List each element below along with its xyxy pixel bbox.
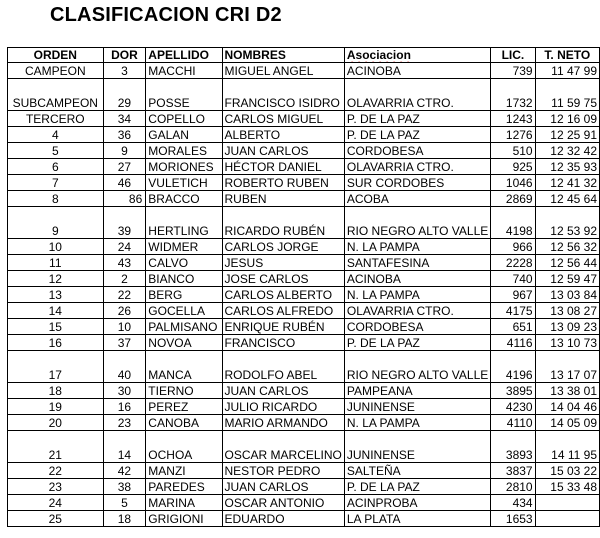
cell-dor: 23 xyxy=(103,415,146,431)
cell-apellido: PEREZ xyxy=(146,399,222,415)
cell-nombres: MARIO ARMANDO xyxy=(222,415,344,431)
table-row xyxy=(8,271,600,287)
cell-asociacion: ACINOBA xyxy=(344,271,490,287)
cell-orden: 12 xyxy=(8,271,104,287)
cell-tneto xyxy=(535,495,599,511)
cell-apellido: NOVOA xyxy=(146,335,222,351)
cell-dor: 36 xyxy=(103,127,146,143)
cell-apellido: BRACCO xyxy=(146,191,222,207)
cell-orden: 15 xyxy=(8,319,104,335)
cell-apellido: PAREDES xyxy=(146,479,222,495)
cell-asociacion: RIO NEGRO ALTO VALLE xyxy=(344,351,490,383)
cell-asociacion: N. LA PAMPA xyxy=(344,287,490,303)
table-row xyxy=(8,143,600,159)
cell-nombres: CARLOS MIGUEL xyxy=(222,111,344,127)
cell-lic: 3837 xyxy=(491,463,535,479)
cell-lic: 510 xyxy=(491,143,535,159)
cell-orden: CAMPEON xyxy=(8,63,104,79)
cell-apellido: GOCELLA xyxy=(146,303,222,319)
cell-lic: 2810 xyxy=(491,479,535,495)
cell-asociacion: P. DE LA PAZ xyxy=(344,111,490,127)
cell-dor: 16 xyxy=(103,399,146,415)
table-row xyxy=(8,351,600,383)
header-row xyxy=(8,48,600,63)
cell-tneto: 13 03 84 xyxy=(535,287,599,303)
cell-orden: 18 xyxy=(8,383,104,399)
cell-lic: 1046 xyxy=(491,175,535,191)
cell-orden: 8 xyxy=(8,191,104,207)
results-table xyxy=(7,47,600,527)
table-row xyxy=(8,79,600,111)
cell-apellido: WIDMER xyxy=(146,239,222,255)
column-header-orden: ORDEN xyxy=(8,48,104,63)
cell-asociacion: N. LA PAMPA xyxy=(344,415,490,431)
cell-apellido: CANOBA xyxy=(146,415,222,431)
cell-apellido: HERTLING xyxy=(146,207,222,239)
cell-tneto: 14 05 09 xyxy=(535,415,599,431)
cell-tneto: 12 53 92 xyxy=(535,207,599,239)
cell-apellido: OCHOA xyxy=(146,431,222,463)
cell-lic: 925 xyxy=(491,159,535,175)
table-row xyxy=(8,303,600,319)
table-row xyxy=(8,159,600,175)
column-header-lic: LIC. xyxy=(491,48,535,63)
cell-apellido: GRIGIONI xyxy=(146,511,222,527)
table-row xyxy=(8,415,600,431)
cell-tneto: 13 10 73 xyxy=(535,335,599,351)
cell-lic: 1243 xyxy=(491,111,535,127)
cell-asociacion: N. LA PAMPA xyxy=(344,239,490,255)
cell-asociacion: SALTEÑA xyxy=(344,463,490,479)
cell-apellido: POSSE xyxy=(146,79,222,111)
table-row xyxy=(8,479,600,495)
table-row xyxy=(8,175,600,191)
cell-nombres: RICARDO RUBÉN xyxy=(222,207,344,239)
table-row xyxy=(8,511,600,527)
cell-nombres: HÉCTOR DANIEL xyxy=(222,159,344,175)
cell-orden: 11 xyxy=(8,255,104,271)
table-row xyxy=(8,111,600,127)
cell-lic: 2869 xyxy=(491,191,535,207)
cell-nombres: JUAN CARLOS xyxy=(222,479,344,495)
cell-tneto xyxy=(535,511,599,527)
cell-orden: 19 xyxy=(8,399,104,415)
cell-tneto: 14 04 46 xyxy=(535,399,599,415)
cell-tneto: 12 56 44 xyxy=(535,255,599,271)
cell-dor: 22 xyxy=(103,287,146,303)
table-row xyxy=(8,495,600,511)
cell-lic: 2228 xyxy=(491,255,535,271)
cell-dor: 42 xyxy=(103,463,146,479)
cell-orden: 6 xyxy=(8,159,104,175)
cell-asociacion: P. DE LA PAZ xyxy=(344,335,490,351)
cell-orden: 20 xyxy=(8,415,104,431)
cell-tneto: 12 35 93 xyxy=(535,159,599,175)
cell-asociacion: PAMPEANA xyxy=(344,383,490,399)
cell-lic: 1653 xyxy=(491,511,535,527)
cell-apellido: MARINA xyxy=(146,495,222,511)
cell-orden: 17 xyxy=(8,351,104,383)
cell-dor: 29 xyxy=(103,79,146,111)
cell-asociacion: OLAVARRIA CTRO. xyxy=(344,159,490,175)
cell-orden: SUBCAMPEON xyxy=(8,79,104,111)
table-row xyxy=(8,127,600,143)
cell-orden: 23 xyxy=(8,479,104,495)
cell-asociacion: OLAVARRIA CTRO. xyxy=(344,303,490,319)
cell-orden: 5 xyxy=(8,143,104,159)
cell-nombres: FRANCISCO xyxy=(222,335,344,351)
cell-dor: 46 xyxy=(103,175,146,191)
cell-dor: 34 xyxy=(103,111,146,127)
cell-orden: 14 xyxy=(8,303,104,319)
table-row xyxy=(8,319,600,335)
cell-tneto: 11 47 99 xyxy=(535,63,599,79)
cell-apellido: CALVO xyxy=(146,255,222,271)
cell-dor: 39 xyxy=(103,207,146,239)
cell-dor: 43 xyxy=(103,255,146,271)
cell-dor: 30 xyxy=(103,383,146,399)
cell-asociacion: ACOBA xyxy=(344,191,490,207)
cell-asociacion: SANTAFESINA xyxy=(344,255,490,271)
cell-apellido: GALAN xyxy=(146,127,222,143)
cell-lic: 1732 xyxy=(491,79,535,111)
cell-apellido: BIANCO xyxy=(146,271,222,287)
results-body xyxy=(8,63,600,527)
cell-tneto: 12 16 09 xyxy=(535,111,599,127)
cell-nombres: OSCAR MARCELINO xyxy=(222,431,344,463)
table-row xyxy=(8,207,600,239)
cell-apellido: COPELLO xyxy=(146,111,222,127)
cell-asociacion: CORDOBESA xyxy=(344,319,490,335)
cell-dor: 9 xyxy=(103,143,146,159)
column-header-apellido: APELLIDO xyxy=(146,48,222,63)
cell-tneto: 15 03 22 xyxy=(535,463,599,479)
cell-dor: 24 xyxy=(103,239,146,255)
cell-orden: 16 xyxy=(8,335,104,351)
cell-lic: 651 xyxy=(491,319,535,335)
cell-tneto: 13 17 07 xyxy=(535,351,599,383)
cell-nombres: JUAN CARLOS xyxy=(222,143,344,159)
cell-orden: 21 xyxy=(8,431,104,463)
cell-apellido: MANCA xyxy=(146,351,222,383)
cell-nombres: JESUS xyxy=(222,255,344,271)
cell-apellido: VULETICH xyxy=(146,175,222,191)
cell-lic: 4116 xyxy=(491,335,535,351)
cell-dor: 40 xyxy=(103,351,146,383)
cell-dor: 18 xyxy=(103,511,146,527)
cell-apellido: BERG xyxy=(146,287,222,303)
cell-lic: 740 xyxy=(491,271,535,287)
column-header-asociacion: Asociacion xyxy=(344,48,490,63)
cell-dor: 3 xyxy=(103,63,146,79)
cell-nombres: RUBEN xyxy=(222,191,344,207)
cell-nombres: RODOLFO ABEL xyxy=(222,351,344,383)
cell-nombres: JULIO RICARDO xyxy=(222,399,344,415)
cell-nombres: CARLOS ALFREDO xyxy=(222,303,344,319)
cell-asociacion: RIO NEGRO ALTO VALLE xyxy=(344,207,490,239)
cell-dor: 27 xyxy=(103,159,146,175)
cell-tneto: 12 59 47 xyxy=(535,271,599,287)
cell-apellido: MORIONES xyxy=(146,159,222,175)
cell-orden: 7 xyxy=(8,175,104,191)
cell-orden: TERCERO xyxy=(8,111,104,127)
cell-nombres: EDUARDO xyxy=(222,511,344,527)
cell-nombres: JOSE CARLOS xyxy=(222,271,344,287)
cell-lic: 967 xyxy=(491,287,535,303)
cell-dor: 37 xyxy=(103,335,146,351)
cell-tneto: 12 32 42 xyxy=(535,143,599,159)
cell-nombres: CARLOS JORGE xyxy=(222,239,344,255)
cell-lic: 4110 xyxy=(491,415,535,431)
cell-orden: 9 xyxy=(8,207,104,239)
cell-lic: 4230 xyxy=(491,399,535,415)
cell-lic: 739 xyxy=(491,63,535,79)
cell-orden: 22 xyxy=(8,463,104,479)
cell-apellido: MORALES xyxy=(146,143,222,159)
cell-orden: 24 xyxy=(8,495,104,511)
cell-tneto: 12 41 32 xyxy=(535,175,599,191)
cell-asociacion: ACINPROBA xyxy=(344,495,490,511)
cell-apellido: PALMISANO xyxy=(146,319,222,335)
column-header-nombres: NOMBRES xyxy=(222,48,344,63)
table-row xyxy=(8,287,600,303)
cell-orden: 10 xyxy=(8,239,104,255)
cell-orden: 25 xyxy=(8,511,104,527)
cell-asociacion: LA PLATA xyxy=(344,511,490,527)
cell-orden: 4 xyxy=(8,127,104,143)
cell-lic: 434 xyxy=(491,495,535,511)
cell-nombres: ALBERTO xyxy=(222,127,344,143)
table-row xyxy=(8,191,600,207)
cell-tneto: 15 33 48 xyxy=(535,479,599,495)
table-row xyxy=(8,255,600,271)
cell-tneto: 11 59 75 xyxy=(535,79,599,111)
cell-lic: 4198 xyxy=(491,207,535,239)
cell-dor: 38 xyxy=(103,479,146,495)
table-row xyxy=(8,463,600,479)
cell-dor: 86 xyxy=(103,191,146,207)
cell-lic: 3893 xyxy=(491,431,535,463)
cell-nombres: CARLOS ALBERTO xyxy=(222,287,344,303)
cell-apellido: MACCHI xyxy=(146,63,222,79)
table-row xyxy=(8,239,600,255)
cell-tneto: 13 08 27 xyxy=(535,303,599,319)
cell-lic: 966 xyxy=(491,239,535,255)
cell-lic: 4175 xyxy=(491,303,535,319)
cell-lic: 3895 xyxy=(491,383,535,399)
cell-asociacion: OLAVARRIA CTRO. xyxy=(344,79,490,111)
cell-nombres: OSCAR ANTONIO xyxy=(222,495,344,511)
cell-asociacion: P. DE LA PAZ xyxy=(344,479,490,495)
cell-nombres: NESTOR PEDRO xyxy=(222,463,344,479)
cell-orden: 13 xyxy=(8,287,104,303)
cell-tneto: 14 11 95 xyxy=(535,431,599,463)
cell-dor: 26 xyxy=(103,303,146,319)
cell-dor: 5 xyxy=(103,495,146,511)
table-row xyxy=(8,399,600,415)
cell-apellido: MANZI xyxy=(146,463,222,479)
cell-lic: 4196 xyxy=(491,351,535,383)
cell-asociacion: ACINOBA xyxy=(344,63,490,79)
table-row xyxy=(8,335,600,351)
cell-nombres: ENRIQUE RUBÉN xyxy=(222,319,344,335)
table-row xyxy=(8,431,600,463)
cell-nombres: MIGUEL ANGEL xyxy=(222,63,344,79)
cell-dor: 10 xyxy=(103,319,146,335)
table-row xyxy=(8,63,600,79)
column-header-dor: DOR xyxy=(103,48,146,63)
cell-nombres: FRANCISCO ISIDRO xyxy=(222,79,344,111)
cell-nombres: ROBERTO RUBEN xyxy=(222,175,344,191)
page-title: CLASIFICACION CRI D2 xyxy=(50,4,282,26)
cell-dor: 2 xyxy=(103,271,146,287)
cell-tneto: 12 56 32 xyxy=(535,239,599,255)
column-header-tneto: T. NETO xyxy=(535,48,599,63)
cell-tneto: 13 09 23 xyxy=(535,319,599,335)
cell-asociacion: P. DE LA PAZ xyxy=(344,127,490,143)
cell-asociacion: SUR CORDOBES xyxy=(344,175,490,191)
cell-apellido: TIERNO xyxy=(146,383,222,399)
cell-tneto: 13 38 01 xyxy=(535,383,599,399)
cell-tneto: 12 25 91 xyxy=(535,127,599,143)
cell-asociacion: JUNINENSE xyxy=(344,431,490,463)
cell-dor: 14 xyxy=(103,431,146,463)
cell-asociacion: JUNINENSE xyxy=(344,399,490,415)
table-row xyxy=(8,383,600,399)
cell-asociacion: CORDOBESA xyxy=(344,143,490,159)
cell-nombres: JUAN CARLOS xyxy=(222,383,344,399)
cell-lic: 1276 xyxy=(491,127,535,143)
cell-tneto: 12 45 64 xyxy=(535,191,599,207)
